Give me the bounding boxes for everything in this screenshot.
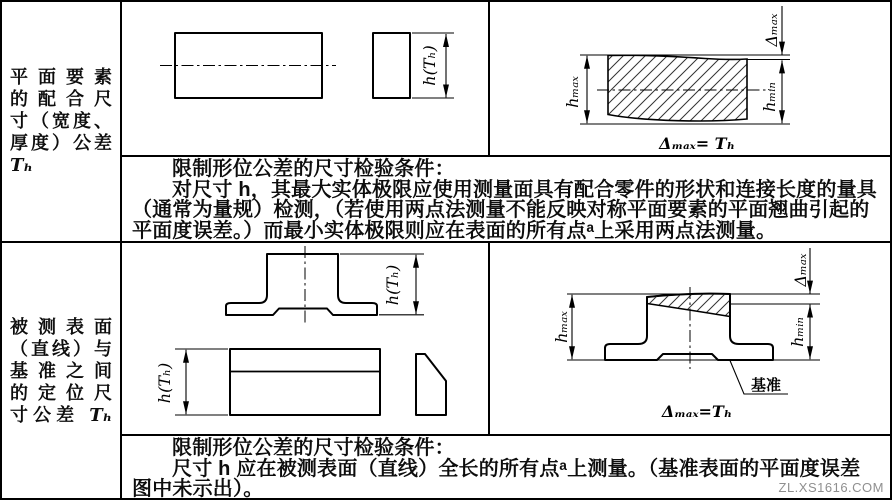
- datum-tolerance-drawing: [490, 243, 890, 434]
- inspection-condition-title: 限制形位公差的尺寸检验条件：: [172, 437, 455, 459]
- delta-max-label: Δₘₐₓ: [791, 253, 810, 287]
- stepped-plate-view: [230, 349, 380, 415]
- height-dim-label: h(Tₕ): [420, 45, 439, 86]
- row1-header-line: 厚度）公差: [10, 133, 112, 153]
- watermark-text: ZL.XS1616.COM: [778, 480, 884, 495]
- delta-equals-th-formula: Δₘₐₓ=Tₕ: [661, 402, 733, 421]
- row2-left-figure-cell: [122, 243, 488, 434]
- row1-header-line: [10, 154, 112, 177]
- extension-lines: [340, 254, 424, 315]
- datum-label: 基准: [750, 377, 782, 394]
- row1-right-figure-cell: [488, 2, 890, 155]
- tolerance-symbol: Tₕ: [10, 155, 33, 176]
- row1-header-line: 平面要素: [10, 67, 112, 87]
- row1-notes: [122, 157, 890, 241]
- flanged-part-views-drawing: [122, 243, 488, 434]
- table-row-plane-feature: [2, 2, 890, 241]
- row2-header-line: 被测表面: [10, 316, 112, 337]
- row2-header-line: 基准之间: [10, 360, 112, 381]
- row2-header-line: 的定位尺: [10, 382, 112, 403]
- row1-header-line: 的配合尺: [10, 89, 112, 109]
- row2-header-cell: [2, 241, 122, 500]
- wedge-view: [416, 354, 446, 415]
- row2-header-prefix: 寸公差: [10, 404, 90, 425]
- height-dim-label-top: h(Tₕ): [383, 264, 402, 306]
- row2-header-line: （直线）与: [10, 338, 112, 359]
- tolerance-zone-drawing: [490, 2, 890, 155]
- hmin-label: hₘᵢₙ: [788, 317, 807, 347]
- plate-views-drawing: [122, 2, 488, 155]
- inspection-condition-body: 尺寸 h 应在被测表面（直线）全长的所有点ᵃ上测量。（基准表面的平面度误差图中未示出）。: [132, 457, 861, 500]
- hatched-tolerance-band: [647, 294, 730, 317]
- row1-header-line: 寸（宽度、: [10, 111, 112, 131]
- row2-header-line: [10, 404, 112, 427]
- inspection-condition-body: 对尺寸 h，其最大实体极限应使用测量面具有配合零件的形状和连接长度的量具（通常为量规）检测，（若使用两点法测量不能反映对称平面要素的平面翘曲引起的平面度误差。）而最小实体极限则应在表面的所有点ᵃ上采用两点法测量。: [132, 178, 877, 241]
- row1-content: [122, 2, 890, 241]
- row1-left-figure-cell: [122, 2, 488, 155]
- extension-lines: [175, 349, 228, 415]
- row2-content: [122, 241, 890, 500]
- table-row-datum-location: [2, 241, 890, 500]
- plate-side-view: [373, 33, 410, 98]
- height-dim-label-bottom: h(Tₕ): [155, 362, 174, 404]
- delta-equals-th-formula: Δₘₐₓ= Tₕ: [659, 134, 735, 153]
- row1-header-cell: [2, 2, 122, 241]
- flanged-part-front-view: [226, 254, 377, 315]
- hatched-part-section: [608, 55, 747, 121]
- hmin-label: hₘᵢₙ: [760, 82, 779, 112]
- row2-notes: [122, 436, 890, 500]
- delta-max-label: Δₘₐₓ: [762, 13, 781, 47]
- hmax-label: hₘₐₓ: [552, 311, 571, 343]
- row2-right-figure-cell: [488, 243, 890, 434]
- tolerance-symbol: Tₕ: [89, 404, 112, 426]
- row2-drawings: [122, 243, 890, 436]
- row1-drawings: [122, 2, 890, 157]
- hmax-label: hₘₐₓ: [563, 76, 582, 108]
- inspection-condition-title: 限制形位公差的尺寸检验条件：: [172, 158, 455, 180]
